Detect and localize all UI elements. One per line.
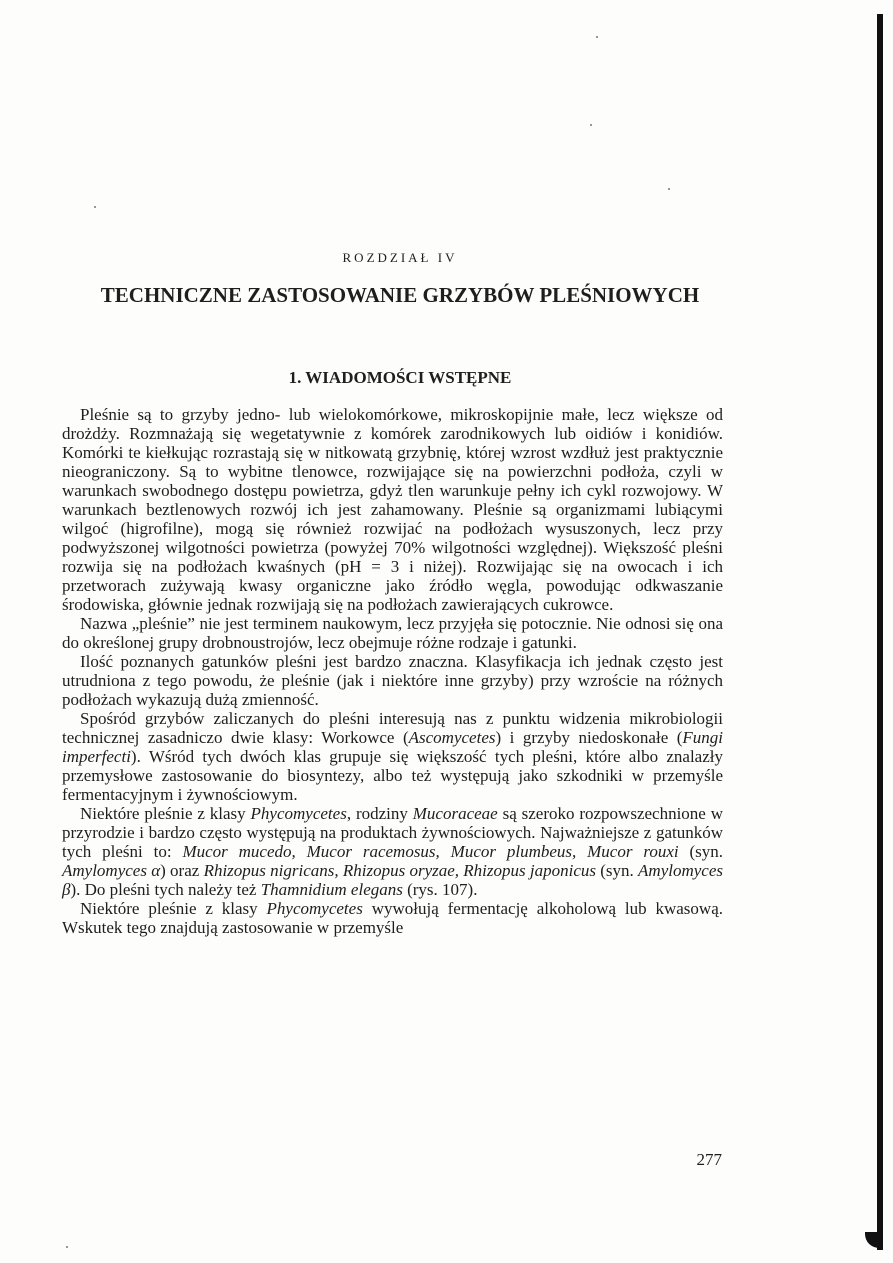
section-title: 1. WIADOMOŚCI WSTĘPNE <box>288 368 512 387</box>
paragraph: Niektóre pleśnie z klasy Phycomycetes, rodziny Mucoraceae są szeroko rozpowszechnione w przyrodzie i bardzo często występują na produktach żywnościowych. Najważniejsze z gatunków tych pleśni to: Mucor mucedo, Mucor racemosus, Mucor plumbeus, Mucor rouxi (syn. Amylomyces α) oraz Rhizopus nigricans, Rhizopus oryzae, Rhizopus japonicus (syn. Amylomyces β). Do pleśni tych należy też Thamnidium elegans (rys. 107). <box>62 804 724 899</box>
paragraph: Spośród grzybów zaliczanych do pleśni interesują nas z punktu widzenia mikrobiologii technicznej zasadniczo dwie klasy: Workowce (Ascomycetes) i grzyby niedoskonałe (Fungi imperfecti). Wśród tych dwóch klas grupuje się większość tych pleśni, które albo znalazły przemysłowe zastosowanie do biosyntezy, albo też występują jako szkodniki w przemyśle fermentacyjnym i żywnościowym. <box>62 709 724 804</box>
paragraph: Nazwa „pleśnie” nie jest terminem naukowym, lecz przyjęła się potocznie. Nie odnosi się ona do określonej grupy drobnoustrojów, lecz obejmuje różne rodzaje i gatunki. <box>62 614 723 652</box>
body-text <box>62 405 723 937</box>
scan-speck <box>668 188 670 190</box>
paragraph: Ilość poznanych gatunków pleśni jest bardzo znaczna. Klasyfikacja ich jednak często jest utrudniona z tego powodu, że pleśnie (jak i niektóre inne grzyby) przy wzroście na różnych podłożach wykazują dużą zmienność. <box>62 652 723 709</box>
page-number: 277 <box>696 1150 722 1169</box>
page-edge-curl <box>865 1232 883 1248</box>
scan-speck <box>94 206 96 208</box>
scan-speck <box>66 1246 68 1248</box>
chapter-title: TECHNICZNE ZASTOSOWANIE GRZYBÓW PLEŚNIOWYCH <box>100 283 700 307</box>
italic-term: Thamnidium elegans <box>260 880 403 899</box>
italic-term: Rhizopus nigricans, Rhizopus oryzae, Rhizopus japonicus <box>203 861 596 880</box>
italic-term: Phycomycetes <box>250 804 347 823</box>
italic-term: Phycomycetes <box>266 899 363 918</box>
italic-term: Mucoraceae <box>412 804 498 823</box>
italic-term: Amylomyces α <box>62 861 161 880</box>
scan-speck <box>590 124 592 126</box>
paragraph: Niektóre pleśnie z klasy Phycomycetes wywołują fermentację alkoholową lub kwasową. Wskutek tego znajdują zastosowanie w przemyśle <box>62 899 723 937</box>
paragraph: Pleśnie są to grzyby jedno- lub wielokomórkowe, mikroskopijnie małe, lecz większe od drożdży. Rozmnażają się wegetatywnie z komórek zarodnikowych lub oidiów i konidiów. Komórki te kiełkując rozrastają się w nitkowatą grzybnię, której wzrost wzdłuż jest praktycznie nieograniczony. Są to wybitne tlenowce, rozwijające się na powierzchni podłoża, czyli w warunkach swobodnego dostępu powietrza, gdyż tlen warunkuje pełny ich cykl rozwojowy. W warunkach beztlenowych rozwój ich jest zahamowany. Pleśnie są organizmami lubiącymi wilgoć (higrofilne), mogą się również rozwijać na podłożach wysuszonych, lecz przy podwyższonej wilgotności powietrza (powyżej 70% wilgotności względnej). Większość pleśni rozwija się na podłożach kwaśnych (pH = 3 i niżej). Rozwijając się na owocach i ich przetworach zużywają kwasy organiczne jako źródło węgla, powodując odkwaszanie środowiska, głównie jednak rozwijają się na podłożach zawierających cukrowce. <box>62 405 723 614</box>
italic-term: Mucor mucedo, Mucor racemosus, Mucor plumbeus, Mucor rouxi <box>182 842 679 861</box>
italic-term: Fungi imperfecti <box>62 728 724 766</box>
scan-speck <box>596 36 598 38</box>
page-edge-shadow <box>877 14 883 1250</box>
italic-term: Ascomycetes <box>408 728 496 747</box>
chapter-label: ROZDZIAŁ IV <box>342 250 458 265</box>
italic-term: Amylomyces β <box>62 861 723 899</box>
